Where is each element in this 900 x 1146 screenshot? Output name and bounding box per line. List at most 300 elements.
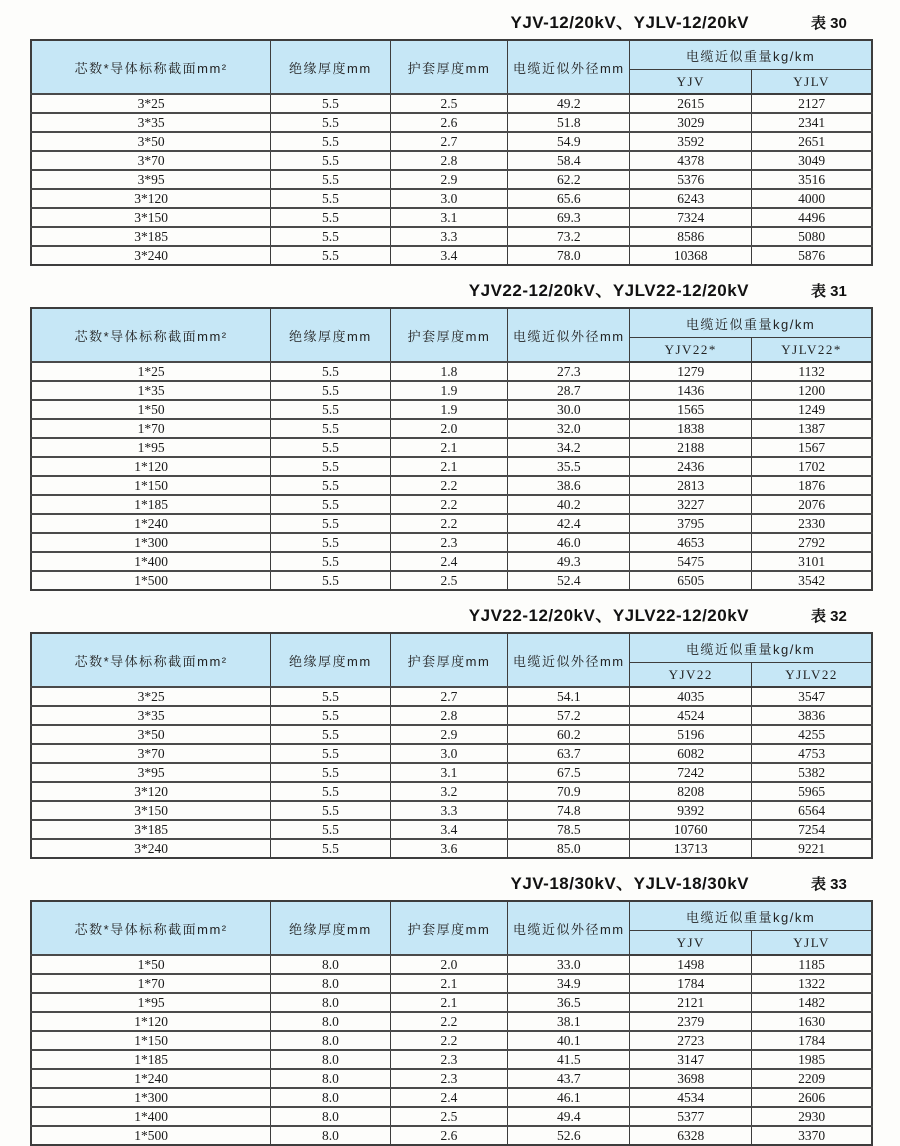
table-cell: 2330	[752, 514, 872, 533]
table-cell: 3*35	[31, 706, 271, 725]
header-weight-yjv: YJV	[630, 931, 752, 956]
table-cell: 3.2	[390, 782, 508, 801]
table-cell: 67.5	[508, 763, 630, 782]
table-cell: 1*95	[31, 438, 271, 457]
table-cell: 5.5	[271, 476, 390, 495]
table-cell: 3*50	[31, 725, 271, 744]
table-cell: 3147	[630, 1050, 752, 1069]
table-cell: 1*300	[31, 1088, 271, 1107]
header-weight-yjv22: YJV22	[630, 663, 752, 688]
table-cell: 2.8	[390, 706, 508, 725]
table-row	[31, 687, 872, 706]
header-insulation-thickness: 绝缘厚度mm	[271, 633, 390, 687]
table-cell: 2930	[752, 1107, 872, 1126]
table-row	[31, 400, 872, 419]
table-cell: 1*50	[31, 400, 271, 419]
table-cell: 1498	[630, 955, 752, 974]
table-cell: 32.0	[508, 419, 630, 438]
table-cell: 4000	[752, 189, 872, 208]
table-number-label: 表 30	[811, 15, 847, 32]
table-cell: 3.3	[390, 227, 508, 246]
table-cell: 4378	[630, 151, 752, 170]
table-cell: 3*95	[31, 763, 271, 782]
header-sheath-thickness: 护套厚度mm	[390, 40, 508, 94]
table-cell: 4653	[630, 533, 752, 552]
table-cell: 3592	[630, 132, 752, 151]
table-cell: 49.3	[508, 552, 630, 571]
table-cell: 3795	[630, 514, 752, 533]
table-cell: 1*185	[31, 495, 271, 514]
table-cell: 1279	[630, 362, 752, 381]
table-cell: 10760	[630, 820, 752, 839]
table-cell: 78.5	[508, 820, 630, 839]
table-cell: 3.0	[390, 744, 508, 763]
table-cell: 1*400	[31, 552, 271, 571]
table-cell: 51.8	[508, 113, 630, 132]
table-cell: 33.0	[508, 955, 630, 974]
table-cell: 1*240	[31, 1069, 271, 1088]
table-cell: 2792	[752, 533, 872, 552]
table-row	[31, 495, 872, 514]
table-row	[31, 763, 872, 782]
table-row	[31, 1126, 872, 1145]
table-cell: 3*25	[31, 687, 271, 706]
header-approx-diameter: 电缆近似外径mm	[508, 901, 630, 955]
table-cell: 5.5	[271, 208, 390, 227]
table-cell: 3*25	[31, 94, 271, 113]
table-cell: 2.6	[390, 1126, 508, 1145]
table-row	[31, 782, 872, 801]
table-cell: 3.0	[390, 189, 508, 208]
table-body	[31, 94, 872, 265]
table-cell: 5.5	[271, 419, 390, 438]
table-row	[31, 955, 872, 974]
header-approx-weight-group: 电缆近似重量kg/km	[630, 308, 872, 338]
table-cell: 40.2	[508, 495, 630, 514]
table-cell: 2341	[752, 113, 872, 132]
table-cell: 4753	[752, 744, 872, 763]
table-cell: 2615	[630, 94, 752, 113]
table-cell: 8.0	[271, 974, 390, 993]
table-cell: 3698	[630, 1069, 752, 1088]
table-row	[31, 514, 872, 533]
table-cell: 2813	[630, 476, 752, 495]
table-section-33	[30, 869, 873, 1146]
table-cell: 5.5	[271, 170, 390, 189]
table-cell: 3370	[752, 1126, 872, 1145]
title-row	[30, 601, 873, 625]
header-weight-yjlv: YJLV	[752, 931, 872, 956]
table-cell: 9392	[630, 801, 752, 820]
table-row	[31, 457, 872, 476]
table-row	[31, 839, 872, 858]
table-cell: 5.5	[271, 533, 390, 552]
table-cell: 2.4	[390, 552, 508, 571]
table-cell: 2.6	[390, 113, 508, 132]
table-cell: 5.5	[271, 744, 390, 763]
table-cell: 1*120	[31, 1012, 271, 1031]
table-row	[31, 1088, 872, 1107]
table-cell: 3049	[752, 151, 872, 170]
table-cell: 3227	[630, 495, 752, 514]
table-cell: 13713	[630, 839, 752, 858]
table-cell: 2.1	[390, 438, 508, 457]
table-cell: 5377	[630, 1107, 752, 1126]
table-cell: 5080	[752, 227, 872, 246]
table-cell: 1*500	[31, 1126, 271, 1145]
table-cell: 5.5	[271, 94, 390, 113]
table-cell: 2651	[752, 132, 872, 151]
table-cell: 73.2	[508, 227, 630, 246]
header-core-section: 芯数*导体标称截面mm²	[31, 40, 271, 94]
table-cell: 3*150	[31, 208, 271, 227]
table-row	[31, 381, 872, 400]
table-cell: 4524	[630, 706, 752, 725]
table-cell: 2606	[752, 1088, 872, 1107]
table-cell: 5.5	[271, 687, 390, 706]
table-cell: 5876	[752, 246, 872, 265]
table-number-label: 表 32	[811, 608, 847, 625]
header-approx-diameter: 电缆近似外径mm	[508, 633, 630, 687]
table-cell: 3029	[630, 113, 752, 132]
table-cell: 3*185	[31, 227, 271, 246]
table-row	[31, 132, 872, 151]
header-sheath-thickness: 护套厚度mm	[390, 633, 508, 687]
table-cell: 3*50	[31, 132, 271, 151]
table-cell: 5.5	[271, 514, 390, 533]
table-cell: 58.4	[508, 151, 630, 170]
cable-spec-table	[30, 900, 873, 1146]
table-cell: 3.3	[390, 801, 508, 820]
table-cell: 1.8	[390, 362, 508, 381]
table-cell: 1387	[752, 419, 872, 438]
table-cell: 46.1	[508, 1088, 630, 1107]
header-weight-yjv: YJV	[630, 70, 752, 95]
table-cell: 5.5	[271, 495, 390, 514]
table-cell: 5.5	[271, 132, 390, 151]
table-cell: 1*35	[31, 381, 271, 400]
table-cell: 6505	[630, 571, 752, 590]
table-cell: 1436	[630, 381, 752, 400]
cable-spec-table	[30, 39, 873, 266]
table-row	[31, 725, 872, 744]
page-content	[30, 8, 873, 1146]
table-cell: 8.0	[271, 955, 390, 974]
table-cell: 2.9	[390, 725, 508, 744]
table-cell: 1*150	[31, 476, 271, 495]
table-cell: 60.2	[508, 725, 630, 744]
table-cell: 70.9	[508, 782, 630, 801]
table-row	[31, 706, 872, 725]
table-cell: 8.0	[271, 1088, 390, 1107]
table-cell: 1567	[752, 438, 872, 457]
table-row	[31, 170, 872, 189]
table-title: YJV22-12/20kV、YJLV22-12/20kV	[468, 281, 749, 300]
header-approx-diameter: 电缆近似外径mm	[508, 308, 630, 362]
table-body	[31, 362, 872, 590]
table-body	[31, 687, 872, 858]
header-sheath-thickness: 护套厚度mm	[390, 901, 508, 955]
table-cell: 9221	[752, 839, 872, 858]
table-cell: 2209	[752, 1069, 872, 1088]
table-row	[31, 246, 872, 265]
table-cell: 3*240	[31, 839, 271, 858]
table-cell: 1200	[752, 381, 872, 400]
table-cell: 8586	[630, 227, 752, 246]
table-cell: 1*400	[31, 1107, 271, 1126]
table-cell: 5.5	[271, 189, 390, 208]
table-cell: 5.5	[271, 706, 390, 725]
table-cell: 62.2	[508, 170, 630, 189]
table-cell: 2.2	[390, 514, 508, 533]
table-cell: 2.1	[390, 974, 508, 993]
table-cell: 5475	[630, 552, 752, 571]
table-cell: 5.5	[271, 400, 390, 419]
table-cell: 3*70	[31, 744, 271, 763]
table-cell: 3.4	[390, 246, 508, 265]
table-cell: 1249	[752, 400, 872, 419]
table-cell: 2188	[630, 438, 752, 457]
table-row	[31, 801, 872, 820]
table-cell: 42.4	[508, 514, 630, 533]
table-cell: 3*120	[31, 189, 271, 208]
table-cell: 1*500	[31, 571, 271, 590]
table-cell: 5.5	[271, 801, 390, 820]
table-cell: 30.0	[508, 400, 630, 419]
table-cell: 3542	[752, 571, 872, 590]
table-cell: 5.5	[271, 763, 390, 782]
table-row	[31, 227, 872, 246]
header-weight-yjv22: YJV22*	[630, 338, 752, 363]
table-cell: 43.7	[508, 1069, 630, 1088]
table-cell: 8.0	[271, 1012, 390, 1031]
table-cell: 54.1	[508, 687, 630, 706]
table-cell: 8.0	[271, 1069, 390, 1088]
cable-spec-table	[30, 307, 873, 591]
table-cell: 5.5	[271, 820, 390, 839]
table-cell: 2.4	[390, 1088, 508, 1107]
table-cell: 6243	[630, 189, 752, 208]
table-cell: 1*95	[31, 993, 271, 1012]
table-cell: 2.2	[390, 476, 508, 495]
table-cell: 3516	[752, 170, 872, 189]
table-cell: 54.9	[508, 132, 630, 151]
table-row	[31, 820, 872, 839]
table-cell: 3*35	[31, 113, 271, 132]
table-cell: 4496	[752, 208, 872, 227]
table-cell: 1*300	[31, 533, 271, 552]
table-cell: 78.0	[508, 246, 630, 265]
table-cell: 5.5	[271, 782, 390, 801]
table-cell: 5.5	[271, 552, 390, 571]
header-insulation-thickness: 绝缘厚度mm	[271, 40, 390, 94]
table-cell: 5.5	[271, 457, 390, 476]
table-cell: 3*150	[31, 801, 271, 820]
table-cell: 7242	[630, 763, 752, 782]
table-section-30	[30, 8, 873, 266]
table-row	[31, 1050, 872, 1069]
table-cell: 5.5	[271, 246, 390, 265]
table-cell: 1*70	[31, 974, 271, 993]
table-cell: 5.5	[271, 839, 390, 858]
table-cell: 5376	[630, 170, 752, 189]
table-cell: 46.0	[508, 533, 630, 552]
table-cell: 5.5	[271, 151, 390, 170]
header-weight-yjlv: YJLV	[752, 70, 872, 95]
table-cell: 5965	[752, 782, 872, 801]
table-cell: 35.5	[508, 457, 630, 476]
table-row	[31, 151, 872, 170]
table-cell: 2076	[752, 495, 872, 514]
table-cell: 2.7	[390, 132, 508, 151]
table-row	[31, 1069, 872, 1088]
cable-spec-table	[30, 632, 873, 859]
table-cell: 1876	[752, 476, 872, 495]
table-cell: 38.6	[508, 476, 630, 495]
table-cell: 49.4	[508, 1107, 630, 1126]
table-cell: 1630	[752, 1012, 872, 1031]
table-row	[31, 571, 872, 590]
table-cell: 2121	[630, 993, 752, 1012]
table-body	[31, 955, 872, 1145]
header-insulation-thickness: 绝缘厚度mm	[271, 901, 390, 955]
table-cell: 65.6	[508, 189, 630, 208]
table-cell: 2.9	[390, 170, 508, 189]
table-cell: 2.8	[390, 151, 508, 170]
table-cell: 3836	[752, 706, 872, 725]
table-cell: 34.9	[508, 974, 630, 993]
table-cell: 52.4	[508, 571, 630, 590]
table-cell: 2723	[630, 1031, 752, 1050]
table-cell: 1132	[752, 362, 872, 381]
table-title: YJV22-12/20kV、YJLV22-12/20kV	[468, 606, 749, 625]
table-cell: 52.6	[508, 1126, 630, 1145]
table-row	[31, 552, 872, 571]
header-approx-weight-group: 电缆近似重量kg/km	[630, 633, 872, 663]
table-cell: 8.0	[271, 1031, 390, 1050]
table-cell: 8.0	[271, 1126, 390, 1145]
table-cell: 6328	[630, 1126, 752, 1145]
table-cell: 1.9	[390, 400, 508, 419]
table-cell: 34.2	[508, 438, 630, 457]
table-cell: 38.1	[508, 1012, 630, 1031]
table-cell: 8.0	[271, 993, 390, 1012]
table-cell: 2.1	[390, 993, 508, 1012]
table-cell: 85.0	[508, 839, 630, 858]
table-row	[31, 993, 872, 1012]
table-cell: 3.1	[390, 763, 508, 782]
table-cell: 8208	[630, 782, 752, 801]
header-core-section: 芯数*导体标称截面mm²	[31, 633, 271, 687]
table-cell: 1702	[752, 457, 872, 476]
table-cell: 1*50	[31, 955, 271, 974]
table-cell: 2436	[630, 457, 752, 476]
table-cell: 1482	[752, 993, 872, 1012]
table-cell: 2127	[752, 94, 872, 113]
table-cell: 5196	[630, 725, 752, 744]
table-cell: 1*120	[31, 457, 271, 476]
header-core-section: 芯数*导体标称截面mm²	[31, 308, 271, 362]
title-row	[30, 8, 873, 32]
table-cell: 2.0	[390, 419, 508, 438]
table-cell: 1*240	[31, 514, 271, 533]
table-cell: 1185	[752, 955, 872, 974]
table-cell: 2.3	[390, 533, 508, 552]
table-cell: 4255	[752, 725, 872, 744]
header-weight-yjlv22: YJLV22*	[752, 338, 872, 363]
table-cell: 74.8	[508, 801, 630, 820]
table-cell: 1565	[630, 400, 752, 419]
table-row	[31, 476, 872, 495]
table-cell: 7254	[752, 820, 872, 839]
table-cell: 5.5	[271, 438, 390, 457]
table-cell: 3.6	[390, 839, 508, 858]
table-cell: 3547	[752, 687, 872, 706]
table-cell: 3*120	[31, 782, 271, 801]
table-cell: 1322	[752, 974, 872, 993]
table-cell: 2.3	[390, 1069, 508, 1088]
table-cell: 40.1	[508, 1031, 630, 1050]
header-core-section: 芯数*导体标称截面mm²	[31, 901, 271, 955]
table-cell: 4035	[630, 687, 752, 706]
table-cell: 1784	[752, 1031, 872, 1050]
table-cell: 3*185	[31, 820, 271, 839]
table-section-31	[30, 276, 873, 591]
title-row	[30, 869, 873, 893]
table-cell: 3.1	[390, 208, 508, 227]
table-cell: 69.3	[508, 208, 630, 227]
header-sheath-thickness: 护套厚度mm	[390, 308, 508, 362]
table-cell: 3.4	[390, 820, 508, 839]
table-cell: 1*25	[31, 362, 271, 381]
table-cell: 2.3	[390, 1050, 508, 1069]
table-cell: 57.2	[508, 706, 630, 725]
header-approx-diameter: 电缆近似外径mm	[508, 40, 630, 94]
table-cell: 2.2	[390, 1031, 508, 1050]
table-title: YJV-18/30kV、YJLV-18/30kV	[510, 874, 749, 893]
table-row	[31, 533, 872, 552]
table-row	[31, 744, 872, 763]
table-cell: 36.5	[508, 993, 630, 1012]
table-cell: 2.1	[390, 457, 508, 476]
table-row	[31, 1031, 872, 1050]
header-approx-weight-group: 电缆近似重量kg/km	[630, 40, 872, 70]
header-weight-yjlv22: YJLV22	[752, 663, 872, 688]
table-cell: 2.0	[390, 955, 508, 974]
table-title: YJV-12/20kV、YJLV-12/20kV	[510, 13, 749, 32]
table-row	[31, 94, 872, 113]
table-cell: 1838	[630, 419, 752, 438]
table-cell: 2379	[630, 1012, 752, 1031]
table-cell: 5.5	[271, 362, 390, 381]
table-cell: 1784	[630, 974, 752, 993]
header-insulation-thickness: 绝缘厚度mm	[271, 308, 390, 362]
table-row	[31, 438, 872, 457]
table-row	[31, 189, 872, 208]
table-cell: 4534	[630, 1088, 752, 1107]
table-cell: 63.7	[508, 744, 630, 763]
table-cell: 1*70	[31, 419, 271, 438]
table-cell: 2.5	[390, 571, 508, 590]
table-cell: 1985	[752, 1050, 872, 1069]
table-cell: 1*150	[31, 1031, 271, 1050]
table-cell: 8.0	[271, 1050, 390, 1069]
table-cell: 3*70	[31, 151, 271, 170]
table-cell: 1*185	[31, 1050, 271, 1069]
table-cell: 3101	[752, 552, 872, 571]
table-cell: 5.5	[271, 381, 390, 400]
table-cell: 27.3	[508, 362, 630, 381]
